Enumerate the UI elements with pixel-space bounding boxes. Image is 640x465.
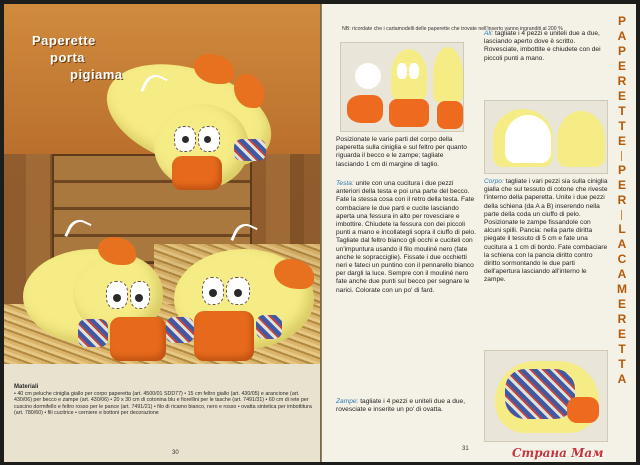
zampe-paragraph: [336, 398, 476, 414]
side-title-letter: T: [618, 342, 626, 356]
side-title-letter: A: [617, 267, 627, 281]
testa-paragraph: [336, 180, 476, 295]
zampe-text: tagliate i 4 pezzi e uniteli due a due, rovesciate e inserite un po' di ovatta.: [336, 398, 466, 414]
side-title-letter: R: [617, 74, 627, 88]
side-title-letter: E: [617, 178, 626, 192]
corpo-lead: Corpo:: [484, 178, 504, 185]
right-page: [322, 4, 636, 462]
side-title-letter: R: [617, 312, 627, 326]
materials-heading: Materiali: [14, 384, 39, 390]
pattern-note: NB: ricordate che i cartamodelli delle paperette che trovate nell'inserto vanno ingranditi al 200 %: [342, 26, 563, 32]
side-title-letter: M: [617, 282, 627, 296]
zampe-lead: Zampe:: [336, 398, 359, 405]
side-title-letter: E: [617, 297, 626, 311]
head-pieces-photo: [340, 42, 464, 132]
side-title-letter: E: [617, 327, 626, 341]
intro-text: Posizionate le varie parti del corpo della paperetta sulla ciniglia e sul feltro per quanto riguarda il becco e le zampe; tagliate lasciando 1 cm di margine di taglio.: [336, 136, 467, 168]
side-title-letter: E: [617, 89, 626, 103]
materials-list: [14, 384, 314, 417]
intro-paragraph: [336, 136, 472, 169]
side-title-letter: P: [617, 163, 626, 177]
ali-text: tagliate i 4 pezzi e uniteli due a due, lasciando aperto dove è scritto. Rovesciate, imbottite e chiudete con dei piccoli punti a mano.: [484, 30, 601, 62]
side-title-letter: T: [618, 119, 626, 133]
side-title-letter: L: [618, 222, 626, 236]
title-line-1: Paperette: [32, 33, 96, 48]
testa-lead: Testa:: [336, 180, 354, 187]
side-title-letter: T: [618, 357, 626, 371]
wings-pieces-photo: [484, 100, 608, 174]
side-title-letter: P: [617, 44, 626, 58]
corpo-paragraph: [484, 178, 608, 285]
title-line-3: pigiama: [70, 67, 123, 82]
side-title-letter: A: [617, 29, 627, 43]
materials-text: • 40 cm peluche ciniglia giallo per corpo paperetta (art. 4500/01 SDD77) • 15 cm feltro giallo (art. 430/05) e arancione (art. 430/06) per becco e zampe (art. 430/06) • 20 x 30 cm di cotonina blu e fiorellini per le tasche (art. 7491/31) • 60 cm di rete per cuscino dormifello e feltro rosso per le pance (art. 7491/21) • filo di ricamo bianco, nero e rosso • ovatta sintetica per imbottitura (art. 780/60) • fili cucitrice • cerniere e bottoni per decorazione: [14, 390, 312, 417]
side-title-divider: [621, 210, 622, 220]
body-assembly-photo: [484, 350, 608, 442]
side-title-letter: R: [617, 193, 627, 207]
site-watermark: Страна Мам: [512, 446, 604, 460]
corpo-text: tagliate i vari pezzi sia sulla ciniglia gialla che sul tessuto di cotone che riveste l'interno della paperetta. Unite i due pezzi della schiena (da A a B) inserendo nella parte della coda un ciuffo di pelo. Posizionate le zampe fissandole con alcuni spilli. Pancia: nella parte diritta piegate il tessuto di 5 cm e fate una cucitura a 1 cm di bordo. Fate combaciare la schiena con la pancia diritto contro diritto sormontando le due parti dell'apertura lasciando all'interno le zampe.: [484, 178, 608, 284]
left-page-photo: [4, 4, 322, 462]
ali-lead: Ali:: [484, 30, 494, 37]
side-title-letter: E: [617, 134, 626, 148]
page-number-right: 31: [462, 446, 469, 452]
side-title-divider: [621, 151, 622, 161]
project-title: [32, 32, 123, 83]
side-title-letter: C: [617, 252, 627, 266]
side-title-letter: A: [617, 372, 627, 386]
side-title-letter: A: [617, 237, 627, 251]
page-number-left: 30: [172, 450, 179, 456]
ali-paragraph: [484, 30, 608, 63]
side-title-letter: T: [618, 104, 626, 118]
side-title-band: [612, 14, 632, 404]
duck-right: [154, 229, 322, 379]
testa-text: unite con una cucitura i due pezzi anteriori della testa e poi una parte del becco. Fate la stessa cosa con il retro della testa. Fate combaciare le due parti e cucite lasciando aperta una fessura in alto per rovesciare e imbottire. Chiudete la fessura con dei piccoli punti a mano e incollategli sopra il ciuffo di pelo. Tagliate dal feltro bianco gli occhi e cuciteli con un'impuntura usando il filo mouliné nero (fate anche le sopracciglie). Fissate i due occhietti neri e fateci un puntino con il pennarello bianco per dargli la luce. Sempre con il mouliné nero fate anche due punti sul becco per segnare le narici. Colorate con un po' di fard.: [336, 180, 476, 294]
title-line-2: porta: [50, 50, 85, 65]
side-title-letter: E: [617, 59, 626, 73]
side-title-letter: P: [617, 14, 626, 28]
